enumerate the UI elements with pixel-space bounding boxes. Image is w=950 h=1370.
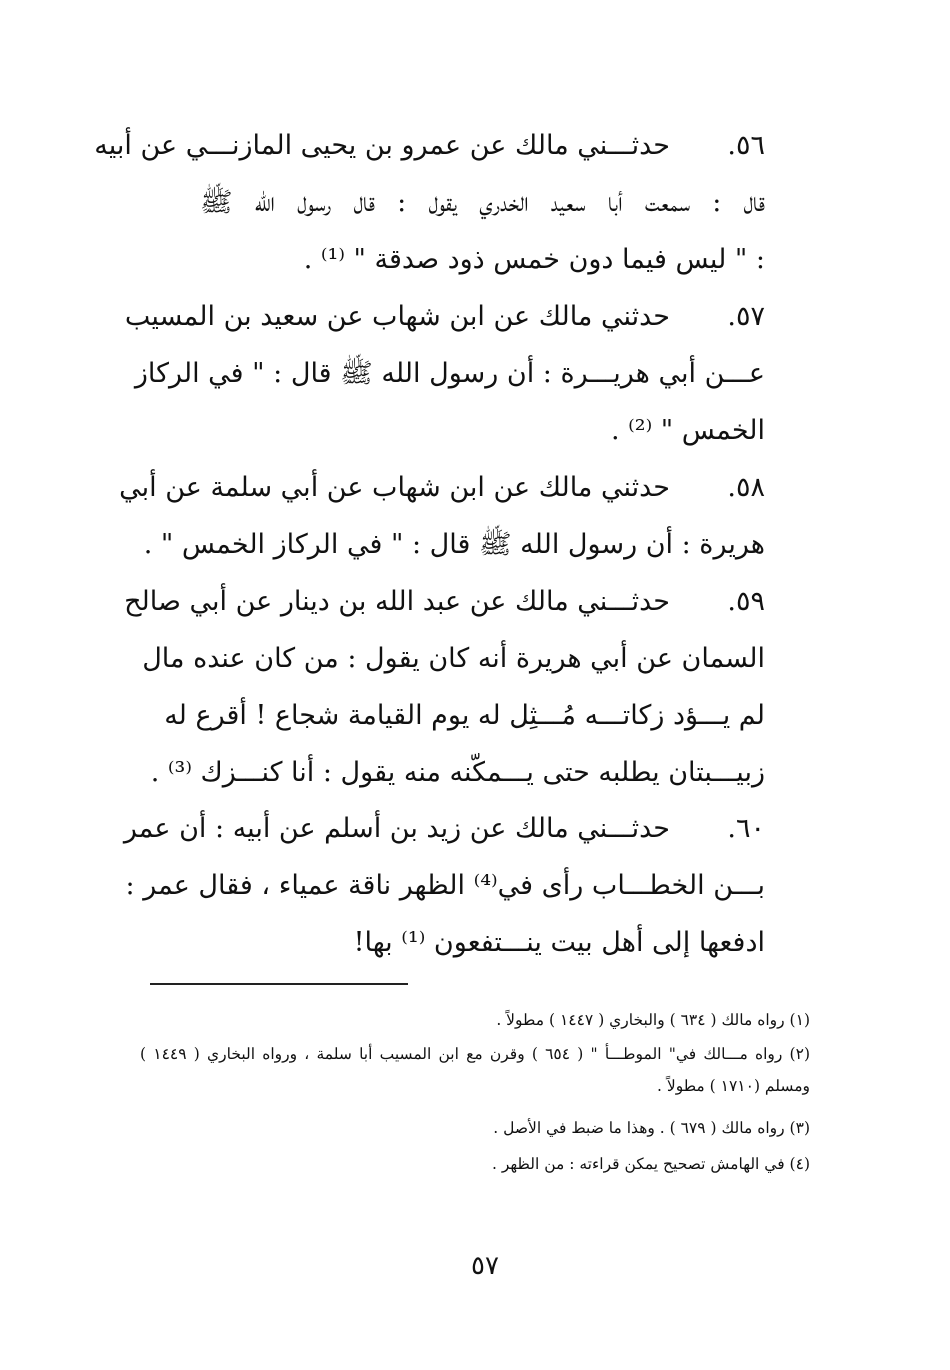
page-number: ٥٧ [471, 1251, 499, 1281]
footnote-separator [150, 983, 408, 985]
footnote-1: (١) رواه مالك ( ٦٣٤ ) والبخاري ( ١٤٤٧ ) مطولاً . [496, 1011, 810, 1029]
hadith-line: لم يـــؤد زكاتـــه مُـــثِل له يوم القيامة شجاع ! أقرع له [164, 700, 765, 731]
hadith-line: بـــن الخطـــاب رأى في⁽⁴⁾ الظهر ناقة عمياء ، فقال عمر : [125, 870, 765, 901]
hadith-line: حدثني مالك عن ابن شهاب عن سعيد بن المسيب [124, 301, 670, 332]
hadith-line: الخمس " ⁽²⁾ . [610, 415, 765, 446]
footnote-2-continued: ومسلم (١٧١٠ ) مطولاً . [657, 1077, 810, 1095]
hadith-number: ٦٠. [727, 813, 765, 844]
hadith-line: ادفعها إلى أهل بيت ينـــتفعون ⁽¹⁾ بها! [353, 927, 765, 958]
hadith-line: حدثـــني مالك عن زيد بن أسلم عن أبيه : أن عمر [123, 813, 670, 844]
footnote-2: (٢) رواه مـــالك في" الموطـــأ " ( ٦٥٤ ) وقرن مع ابن المسيب أبا سلمة ، ورواه البخاري ( ١٤٤٩ ) [140, 1045, 810, 1063]
hadith-line: حدثني مالك عن ابن شهاب عن أبي سلمة عن أبي [119, 472, 670, 503]
hadith-number: ٥٩. [727, 586, 765, 617]
hadith-number: ٥٦. [727, 130, 765, 161]
hadith-line: حدثـــني مالك عن عبد الله بن دينار عن أبي صالح [124, 586, 670, 617]
hadith-line: قال : سمعت أبا سعيد الخدري يقول : قال رسول الله ﷺ [200, 187, 765, 218]
hadith-line: السمان عن أبي هريرة أنه كان يقول : من كان عنده مال [142, 643, 765, 674]
hadith-line: حدثـــني مالك عن عمرو بن يحيى المازنـــي عن أبيه [94, 130, 670, 161]
hadith-line: زبيـــبتان يطلبه حتى يـــمكّنه منه يقول : أنا كنـــزك ⁽³⁾ . [150, 757, 765, 788]
hadith-line: هريرة : أن رسول الله ﷺ قال : " في الركاز الخمس " . [143, 529, 765, 560]
footnote-4: (٤) في الهامش تصحيح يمكن قراءته : من الظهر . [491, 1155, 810, 1173]
hadith-number: ٥٧. [727, 301, 765, 332]
hadith-line: : " ليس فيما دون خمس ذود صدقة " ⁽¹⁾ . [303, 244, 765, 275]
hadith-line: عـــن أبي هريـــرة : أن رسول الله ﷺ قال : " في الركاز [134, 358, 765, 389]
hadith-number: ٥٨. [727, 472, 765, 503]
footnote-3: (٣) رواه مالك ( ٦٧٩ ) . وهذا ما ضبط في الأصل . [493, 1119, 810, 1137]
